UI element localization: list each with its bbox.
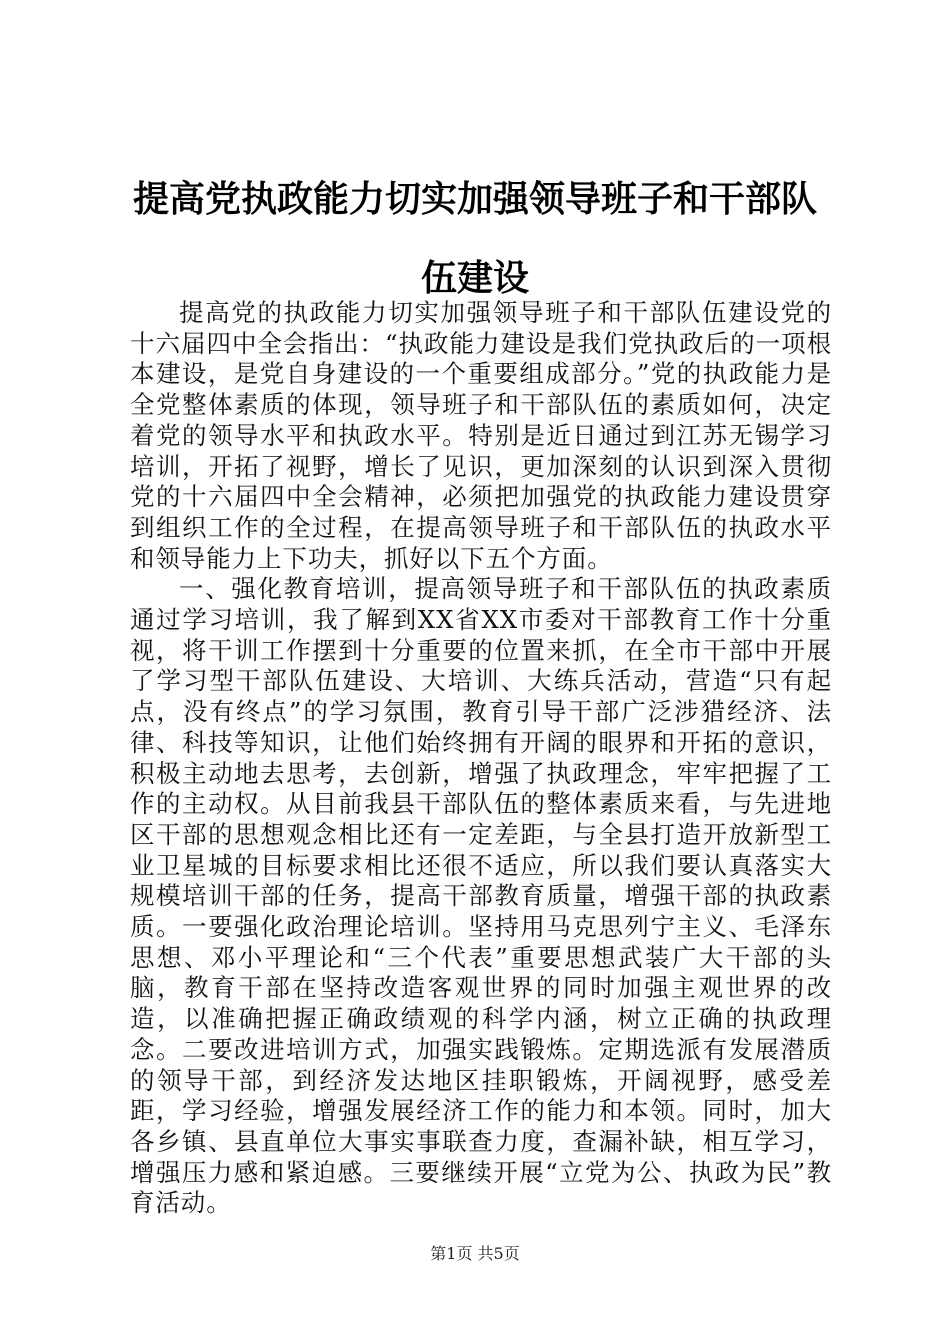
paragraph-section-one: 一、强化教育培训，提高领导班子和干部队伍的执政素质通过学习培训，我了解到XX省XX市委对干部教育工作十分重视，将干训工作摆到十分重要的位置来抓，在全市干部中开展了学习型干部队伍建设、大培训、大练兵活动，营造“只有起点，没有终点”的学习氛围，教育引导干部广泛涉猎经济、法律、科技等知识，让他们始终拥有开阔的眼界和开拓的意识，积极主动地去思考，去创新，增强了执政理念，牢牢把握了工作的主动权。从目前我县干部队伍的整体素质来看，与先进地区干部的思想观念相比还有一定差距，与全县打造开放新型工业卫星城的目标要求相比还很不适应，所以我们要认真落实大规模培训干部的任务，提高干部教育质量，增强干部的执政素质。一要强化政治理论培训。坚持用马克思列宁主义、毛泽东思想、邓小平理论和“三个代表”重要思想武装广大干部的头脑，教育干部在坚持改造客观世界的同时加强主观世界的改造，以准确把握正确政绩观的科学内涵，树立正确的执政理念。二要改进培训方式，加强实践锻炼。定期选派有发展潜质的领导干部，到经济发达地区挂职锻炼，开阔视野，感受差距，学习经验，增强发展经济工作的能力和本领。同时，加大各乡镇、县直单位大事实事联查力度，查漏补缺，相互学习，增强压力感和紧迫感。三要继续开展“立党为公、执政为民”教育活动。 bbox=[130, 574, 832, 1218]
document-title: 提高党执政能力切实加强领导班子和干部队伍建设 bbox=[132, 179, 817, 299]
paragraph-intro: 提高党的执政能力切实加强领导班子和干部队伍建设党的十六届四中全会指出：“执政能力建设是我们党执政后的一项根本建设，是党自身建设的一个重要组成部分。”党的执政能力是全党整体素质的体现，领导班子和干部队伍的素质如何，决定着党的领导水平和执政水平。特别是近日通过到江苏无锡学习培训，开拓了视野，增长了见识，更加深刻的认识到深入贯彻党的十六届四中全会精神，必须把加强党的执政能力建设贯穿到组织工作的全过程，在提高领导班子和干部队伍的执政水平和领导能力上下功夫，抓好以下五个方面。 bbox=[130, 298, 832, 573]
page-footer: 第1页 共5页 bbox=[430, 1244, 520, 1263]
document-body bbox=[130, 298, 832, 1219]
